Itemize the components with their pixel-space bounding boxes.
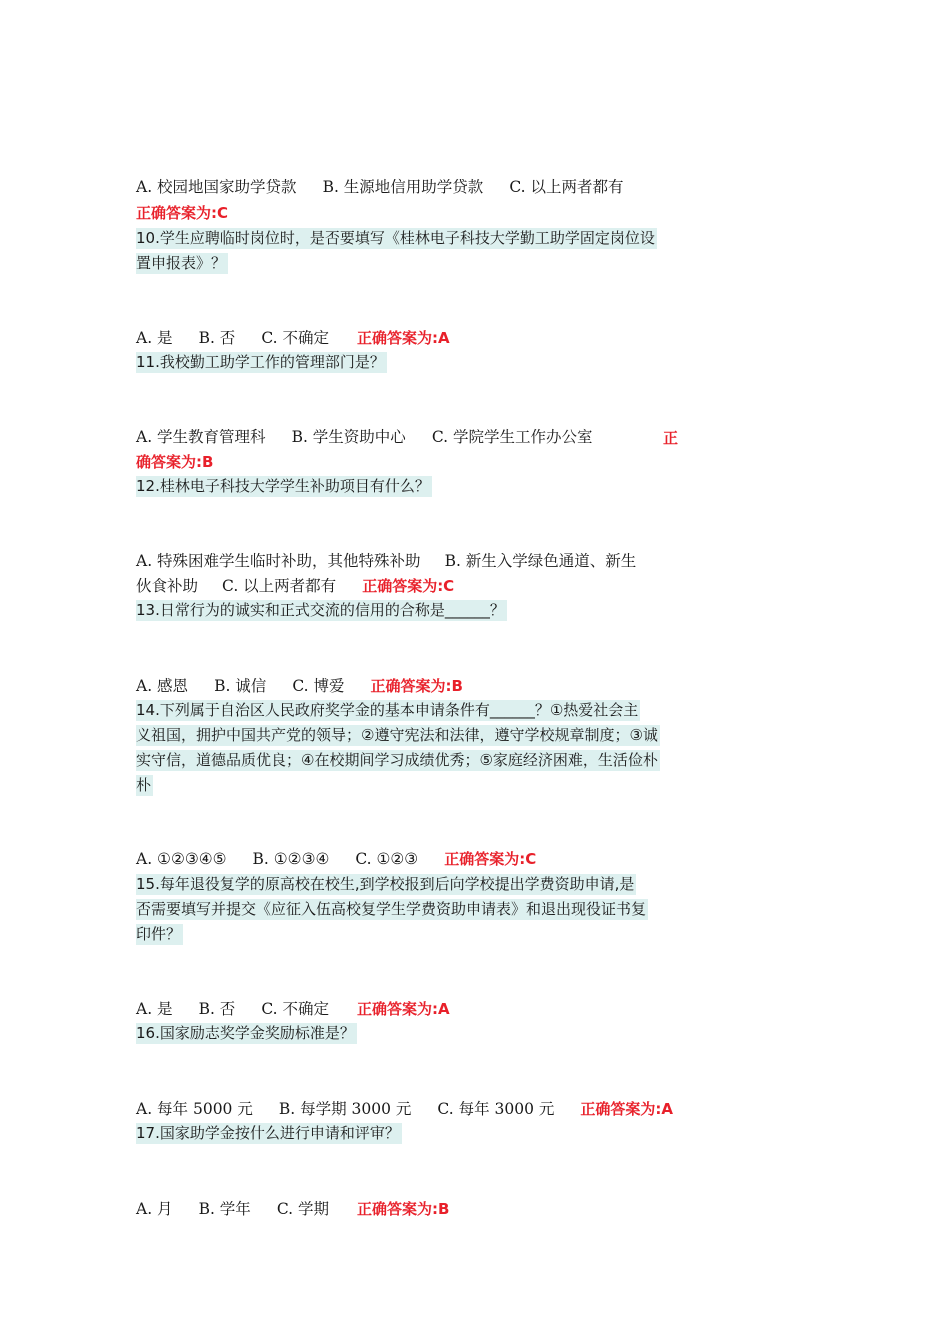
correct-answer: 正确答案为:A: [356, 329, 450, 347]
option-row: [136, 848, 536, 869]
option-b-cont: 伙食补助: [136, 577, 199, 595]
correct-answer: 正确答案为:C: [362, 577, 455, 595]
correct-answer: 正确答案为:C: [444, 850, 537, 868]
question-15: [136, 872, 678, 947]
question-line: 置申报表》？: [136, 254, 227, 272]
option-c: C. 不确定: [261, 329, 329, 347]
option-row: [136, 997, 450, 1019]
question-line: 14.下列属于自治区人民政府奖学金的基本申请条件有______？①热爱社会主: [136, 701, 639, 719]
option-b: B. 每学期 3000 元: [278, 1100, 412, 1118]
option-a: A. 是: [136, 1000, 173, 1018]
question-12: [136, 474, 678, 499]
option-c: C. 以上两者都有: [509, 178, 624, 196]
option-a: A. 校园地国家助学贷款: [136, 178, 297, 196]
option-row: [136, 326, 450, 348]
option-a: A. 学生教育管理科: [136, 428, 266, 446]
option-c: C. 不确定: [261, 1000, 329, 1018]
option-a: A. 特殊困难学生临时补助，其他特殊补助: [136, 552, 421, 570]
question-line: 12.桂林电子科技大学学生补助项目有什么？: [136, 477, 430, 495]
option-b: B. 生源地信用助学贷款: [322, 178, 484, 196]
correct-answer-part: 正: [662, 429, 678, 447]
question-line: 11.我校勤工助学工作的管理部门是？: [136, 353, 385, 371]
option-c: C. 博爱: [292, 677, 345, 695]
correct-answer: 正确答案为:B: [370, 677, 463, 695]
option-c: C. 每年 3000 元: [437, 1100, 555, 1118]
correct-answer: 正确答案为:B: [356, 1200, 450, 1218]
question-line: 朴: [136, 776, 152, 794]
option-row: [136, 1097, 673, 1119]
question-line: 16.国家励志奖学金奖励标准是？: [136, 1024, 355, 1042]
option-row: [136, 674, 463, 696]
option-a: A. ①②③④⑤: [136, 850, 227, 868]
correct-answer: 正确答案为:C: [136, 204, 229, 222]
question-14: [136, 698, 678, 798]
option-b: B. 否: [198, 1000, 236, 1018]
question-line: 10.学生应聘临时岗位时，是否要填写《桂林电子科技大学勤工助学固定岗位设: [136, 229, 655, 247]
question-line: 义祖国，拥护中国共产党的领导；②遵守宪法和法律，遵守学校规章制度；③诚: [136, 726, 658, 744]
correct-answer: 正确答案为:A: [356, 1000, 450, 1018]
option-b: B. 学生资助中心: [291, 428, 406, 446]
question-10: [136, 226, 678, 276]
option-b: B. ①②③④: [252, 850, 330, 868]
option-c: C. 以上两者都有: [222, 577, 337, 595]
option-c: C. 学院学生工作办公室: [431, 428, 593, 446]
option-row: [136, 175, 623, 197]
correct-answer: 正确答案为:A: [580, 1100, 673, 1118]
question-line: 否需要填写并提交《应征入伍高校复学生学费资助申请表》和退出现役证书复: [136, 900, 647, 918]
question-17: [136, 1121, 678, 1146]
option-c: C. 学期: [276, 1200, 329, 1218]
option-row: [136, 574, 454, 596]
question-16: [136, 1021, 678, 1046]
option-b: B. 学年: [198, 1200, 251, 1218]
option-c: C. ①②③: [355, 850, 419, 868]
option-a: A. 是: [136, 329, 173, 347]
question-line: 17.国家助学金按什么进行申请和评审？: [136, 1124, 400, 1142]
question-line: 15.每年退役复学的原高校在校生,到学校报到后向学校提出学费资助申请,是: [136, 875, 635, 893]
question-13: [136, 598, 678, 623]
option-a: A. 月: [136, 1200, 173, 1218]
option-b: B. 否: [198, 329, 236, 347]
option-a: A. 感恩: [136, 677, 189, 695]
option-row: [136, 549, 636, 571]
option-b: B. 诚信: [214, 677, 267, 695]
question-line: 实守信，道德品质优良；④在校期间学习成绩优秀；⑤家庭经济困难，生活俭朴: [136, 751, 658, 769]
correct-answer: 确答案为:B: [136, 453, 214, 471]
question-line: 13.日常行为的诚实和正式交流的信用的合称是______？: [136, 601, 505, 619]
question-11: [136, 350, 678, 375]
option-row: [136, 425, 678, 447]
option-row: [136, 1197, 449, 1219]
option-b: B. 新生入学绿色通道、新生: [444, 552, 637, 570]
option-a: A. 每年 5000 元: [136, 1100, 253, 1118]
question-line: 印件？: [136, 925, 182, 943]
